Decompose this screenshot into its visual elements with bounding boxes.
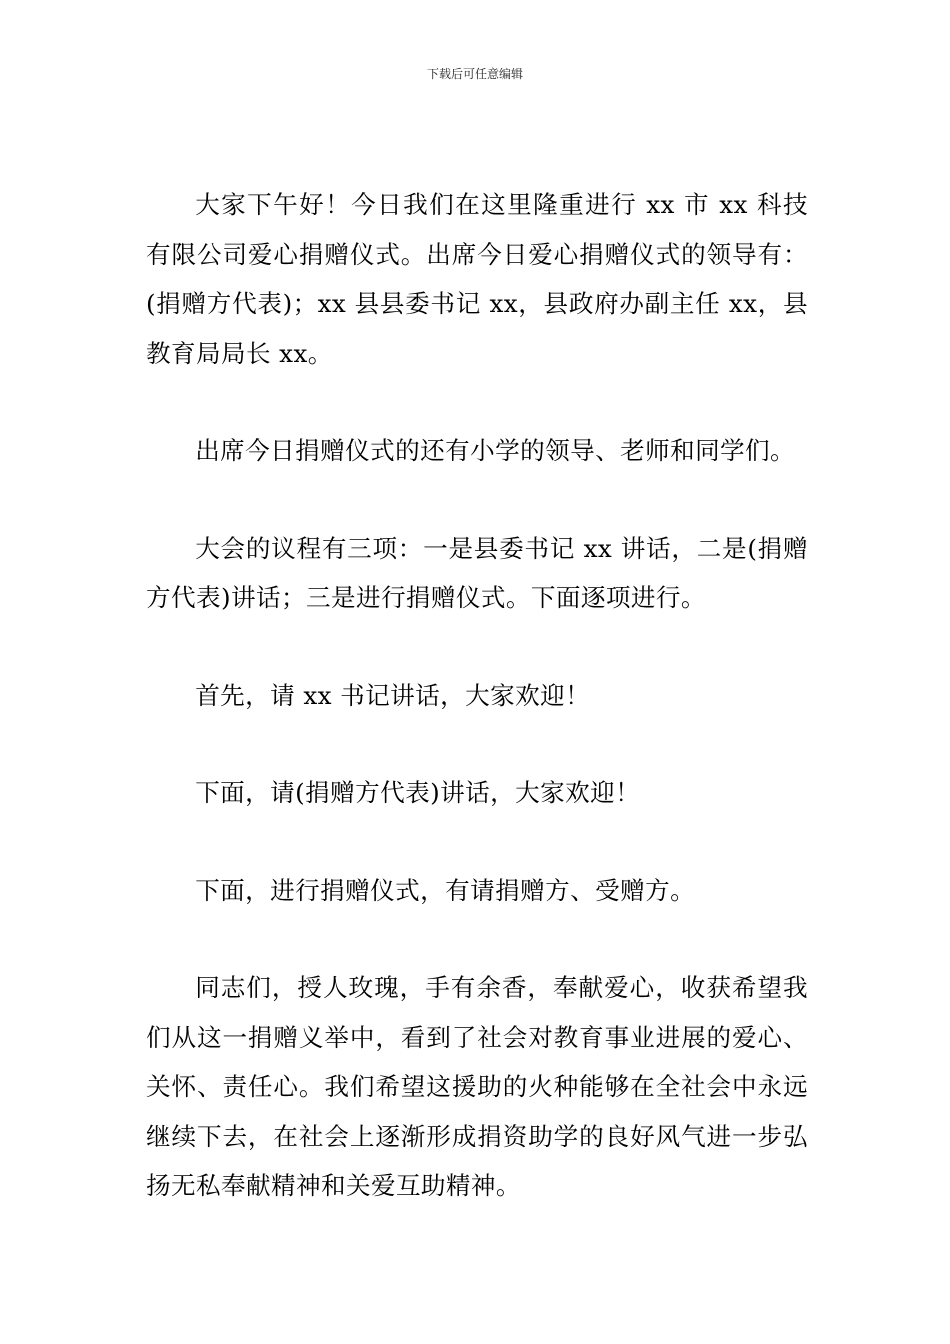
paragraph-closing-remarks: 同志们，授人玫瑰，手有余香，奉献爱心，收获希望我们从这一捐赠义举中，看到了社会对教育事业进展的爱心、关怀、责任心。我们希望这援助的火种能够在全社会中永远继续下去，在社会上逐渐形成捐资助学的良好风气进一步弘扬无私奉献精神和关爱互助精神。 bbox=[146, 973, 808, 1200]
document-body bbox=[146, 180, 808, 1259]
paragraph-first-speech: 首先，请 xx 书记讲话，大家欢迎！ bbox=[195, 680, 591, 710]
paragraph-greeting-attendees: 大家下午好！今日我们在这里隆重进行 xx 市 xx 科技有限公司爱心捐赠仪式。出席今日爱心捐赠仪式的领导有：(捐赠方代表)；xx 县县委书记 xx，县政府办副主任 xx，县教育局局长 xx。 bbox=[146, 190, 808, 368]
paragraph-second-speech: 下面，请(捐赠方代表)讲话，大家欢迎！ bbox=[195, 778, 641, 807]
paragraph-donation-ceremony: 下面，进行捐赠仪式，有请捐赠方、受赠方。 bbox=[195, 875, 696, 905]
paragraph-other-attendees: 出席今日捐赠仪式的还有小学的领导、老师和同学们。 bbox=[195, 436, 796, 465]
page-header-note: 下载后可任意编辑 bbox=[426, 67, 523, 81]
paragraph-agenda: 大会的议程有三项：一是县委书记 xx 讲话，二是(捐赠方代表)讲话；三是进行捐赠仪式。下面逐项进行。 bbox=[146, 533, 808, 612]
